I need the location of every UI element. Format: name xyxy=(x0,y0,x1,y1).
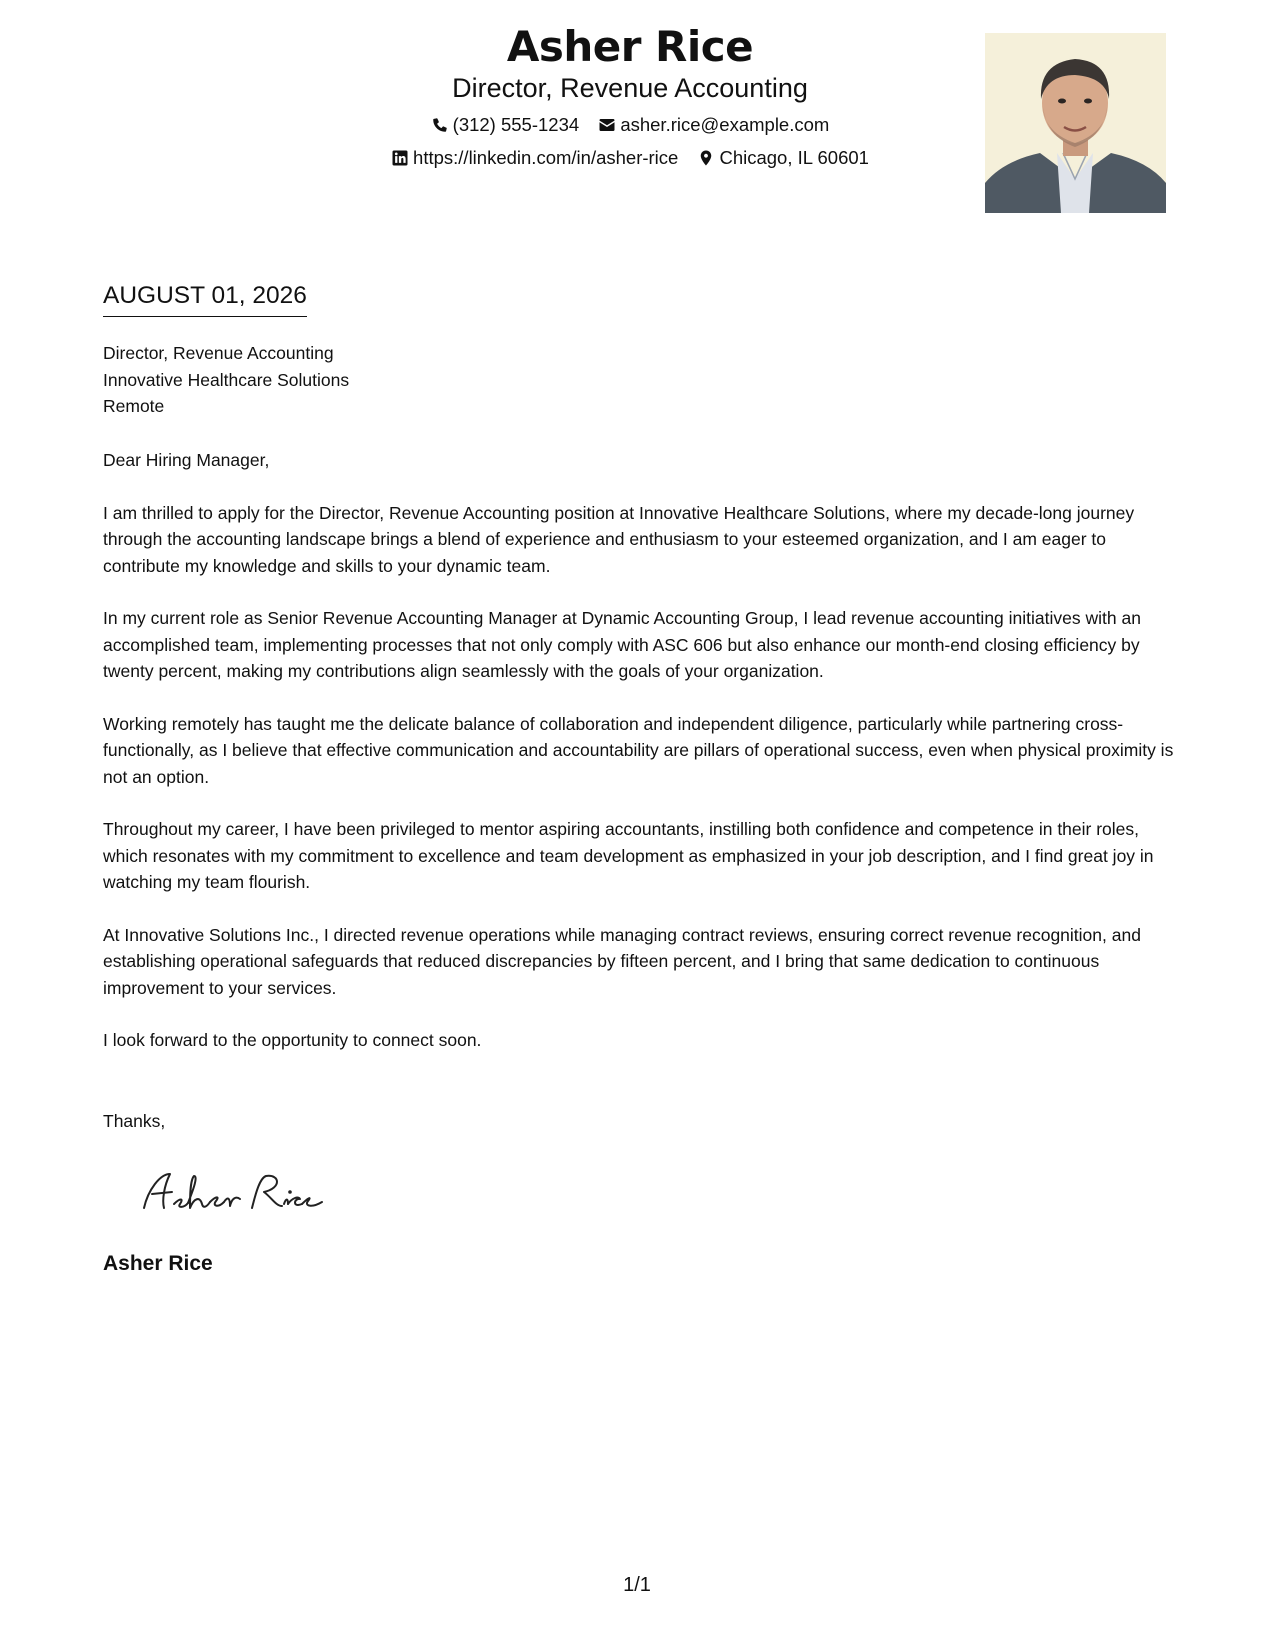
salutation: Dear Hiring Manager, xyxy=(103,450,270,470)
linkedin-url: https://linkedin.com/in/asher-rice xyxy=(413,147,679,168)
letter-date: AUGUST 01, 2026 xyxy=(103,280,307,317)
contact-email[interactable] xyxy=(598,112,829,138)
phone-icon xyxy=(431,116,449,134)
contact-location xyxy=(697,145,868,171)
recipient-position: Director, Revenue Accounting xyxy=(103,343,334,363)
email-address: asher.rice@example.com xyxy=(620,114,830,135)
contact-linkedin[interactable] xyxy=(391,145,678,171)
page-number: 1/1 xyxy=(623,1574,651,1596)
map-pin-icon xyxy=(697,149,715,167)
envelope-icon xyxy=(598,116,616,134)
body-paragraph: I am thrilled to apply for the Director, Revenue Accounting position at Innovative Healthcare Solutions, where my decade-long journey through the accounting landscape brings a blend of experience and enthusiasm to your esteemed organization, and I am eager to contribute my knowledge and skills to your dynamic team. xyxy=(103,502,1135,576)
signer-name: Asher Rice xyxy=(103,1252,213,1275)
handwritten-signature xyxy=(140,1168,330,1216)
phone-number: (312) 555-1234 xyxy=(452,114,580,135)
portrait-image xyxy=(985,33,1166,213)
contact-row-secondary xyxy=(300,145,960,174)
location-text: Chicago, IL 60601 xyxy=(719,147,869,168)
recipient-location: Remote xyxy=(103,396,165,416)
contact-row-primary xyxy=(300,112,960,141)
contact-phone[interactable] xyxy=(431,112,580,138)
letter-body xyxy=(103,447,1183,1080)
applicant-name: Asher Rice xyxy=(506,22,754,71)
applicant-title: Director, Revenue Accounting xyxy=(452,73,808,103)
body-paragraph: Throughout my career, I have been privileged to mentor aspiring accountants, instilling both confidence and competence in their roles, which resonates with my commitment to excellence and team development as emphasized in your job description, and I find great joy in watching my team flourish. xyxy=(103,819,1154,892)
body-paragraph: I look forward to the opportunity to connect soon. xyxy=(103,1030,482,1050)
profile-photo xyxy=(985,33,1166,213)
linkedin-icon xyxy=(391,149,409,167)
body-paragraph: In my current role as Senior Revenue Accounting Manager at Dynamic Accounting Group, I lead revenue accounting initiatives with an accomplished team, implementing processes that not only comply with ASC 606 but also enhance our month-end closing efficiency by twenty percent, making my contributions align seamlessly with the goals of your organization. xyxy=(103,608,1141,681)
recipient-company: Innovative Healthcare Solutions xyxy=(103,369,350,390)
recipient-block xyxy=(103,340,349,420)
body-paragraph: At Innovative Solutions Inc., I directed revenue operations while managing contract reviews, ensuring correct revenue recognition, and establishing operational safeguards that reduced discrepancies by fifteen percent, and I bring that same dedication to continuous improvement to your services. xyxy=(103,924,1141,998)
body-paragraph: Working remotely has taught me the delicate balance of collaboration and independent diligence, particularly while partnering cross-functionally, as I believe that effective communication and accountability are pillars of operational success, even when physical proximity is not an option. xyxy=(103,713,1174,787)
closing-line: Thanks, xyxy=(103,1111,166,1131)
